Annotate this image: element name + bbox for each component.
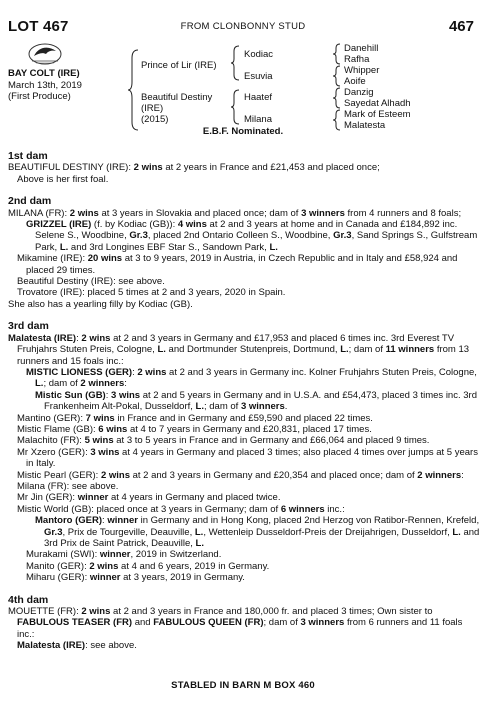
yearling-note: She also has a yearling filly by Kodiac (GB).: [8, 298, 193, 310]
produce-entry-mistic-world: Mistic World (GB): placed once at 3 years in Germany; dam of 6 winners inc.:: [17, 503, 345, 515]
produce-entry-mistic-pearl: Mistic Pearl (GER): 2 wins at 2 and 3 years in Germany and £20,354 and placed once; dam of 2 winners:: [17, 469, 464, 481]
pedigree-brace-main: [128, 46, 142, 136]
first-dam-entry: BEAUTIFUL DESTINY (IRE): 2 wins at 2 years in France and £21,453 and placed once; Above is her first foal.: [8, 162, 380, 185]
stabling-location: STABLED IN BARN M BOX 460: [171, 680, 315, 691]
pedigree-gg-5: Danzig: [344, 87, 374, 98]
pedigree-gg-4: Aoife: [344, 76, 366, 87]
pedigree-dam: Beautiful Destiny: [141, 92, 213, 103]
produce-entry-malachito: Malachito (FR): 5 wins at 3 to 5 years in France and in Germany and £66,064 and placed 9 times.: [17, 435, 430, 447]
produce-entry-mistic-lioness: MISTIC LIONESS (GER): 2 wins at 2 and 3 years in Germany inc. Kolner Fruhjahrs Stuten Preis, Cologne, L.; dam of 2 winners:: [26, 366, 477, 390]
pedigree-brace-sire: [231, 44, 241, 82]
pedigree-gg-1: Danehill: [344, 43, 379, 54]
pedigree-dam-year: (2015): [141, 114, 169, 125]
produce-entry-mantoro: Mantoro (GER): winner in Germany and in Hong Kong, placed 2nd Herzog von Ratibor-Rennen, Krefeld, Gr.3, Prix de Tourgeville, Deauville, L., Wettenleip Dusseldorf-Preis der Dreijahrigen, Dusseldorf, L. and 3rd Prix de Saint Patrick, Deauville, L.: [35, 515, 480, 549]
produce-entry-mr-xzero: Mr Xzero (GER): 3 wins at 4 years in Germany and placed 3 times; also placed 4 times over jumps at 5 years in Italy.: [17, 446, 478, 470]
pedigree-brace-gg3: [333, 87, 341, 109]
produce-entry-beautiful-destiny: Beautiful Destiny (IRE): see above.: [17, 276, 165, 288]
second-dam-heading: 2nd dam: [8, 195, 52, 208]
lot-number: 467: [448, 18, 474, 35]
pedigree-gg-6: Sayedat Alhadh: [344, 98, 411, 109]
second-dam-entry: MILANA (FR): 2 wins at 3 years in Slovakia and placed once; dam of 3 winners from 4 runners and 8 foals;: [8, 207, 462, 219]
pedigree-brace-dam: [231, 88, 241, 126]
horse-name: BAY COLT (IRE): [8, 68, 80, 79]
pedigree-dam-sire: Haatef: [244, 92, 272, 103]
stud-logo: [26, 39, 64, 67]
produce-entry-mantino: Mantino (GER): 7 wins in France and in Germany and £59,590 and placed 22 times.: [17, 412, 373, 424]
produce-entry-miharu: Miharu (GER): winner at 3 years, 2019 in Germany.: [26, 572, 245, 584]
produce-entry-manito: Manito (GER): 2 wins at 4 and 6 years, 2019 in Germany.: [26, 560, 270, 572]
produce-entry-mikamine: Mikamine (IRE): 20 wins at 3 to 9 years, 2019 in Austria, in Czech Republic and in Italy and £58,924 and placed 29 times.: [17, 253, 458, 276]
fourth-dam-entry: MOUETTE (FR): 2 wins at 2 and 3 years in France and 180,000 fr. and placed 3 times; Own sister to FABULOUS TEASER (FR) and FABULOUS QUEEN (FR); dam of 3 winners from 6 runners and 11 foals inc.:: [8, 606, 463, 640]
consignor: FROM CLONBONNY STUD: [180, 21, 306, 32]
catalogue-body: [8, 151, 480, 652]
pedigree-gg-8: Malatesta: [344, 120, 386, 131]
pedigree-sire-dam: Esuvia: [244, 71, 273, 82]
third-dam-entry: Malatesta (IRE): 2 wins at 2 and 3 years in Germany and £17,953 and placed 6 times inc. 3rd Everest TV Fruhjahrs Stuten Preis, Cologne, L. and Dortmunder Stutenpreis, Dortmund, L.; dam of 11 winners from 13 runners and 15 foals inc.:: [8, 332, 470, 367]
produce-entry-milana: Milana (FR): see above.: [17, 480, 119, 492]
produce-entry-mistic-flame: Mistic Flame (GB): 6 wins at 4 to 7 years in Germany and £20,831, placed 17 times.: [17, 423, 372, 435]
first-foal-note: Above is her first foal.: [17, 173, 109, 185]
produce-entry-malatesta: Malatesta (IRE): see above.: [17, 640, 137, 652]
first-dam-heading: 1st dam: [8, 150, 48, 162]
pedigree-gg-3: Whipper: [344, 65, 380, 76]
pedigree-sire-sire: Kodiac: [244, 49, 274, 60]
produce-entry-grizzel: GRIZZEL (IRE) (f. by Kodiac (GB)): 4 wins at 2 and 3 years at home and in Canada and £184,892 inc. Selene S., Woodbine, Gr.3, placed 2nd Ontario Colleen S., Woodbine, Gr.3, Sand Springs S., Gulfstream Park, L. and 3rd Longines EBF Star S., Sandown Park, L.: [26, 219, 478, 253]
pedigree-gg-7: Mark of Esteem: [344, 109, 411, 120]
produce-entry-trovatore: Trovatore (IRE): placed 5 times at 2 and 3 years, 2020 in Spain.: [17, 287, 286, 299]
fourth-dam-heading: 4th dam: [8, 593, 49, 606]
pedigree-sire: Prince of Lir (IRE): [141, 60, 217, 71]
produce-entry-murakami: Murakami (SWI): winner, 2019 in Switzerland.: [26, 549, 222, 561]
ebf-nomination: E.B.F. Nominated.: [202, 126, 284, 137]
foaling-date: March 13th, 2019: [8, 80, 82, 91]
pedigree-dam-origin: (IRE): [141, 103, 164, 114]
pedigree-brace-gg1: [333, 43, 341, 65]
produce-entry-mr-jin: Mr Jin (GER): winner at 4 years in Germany and placed twice.: [17, 492, 281, 504]
produce-entry-mistic-sun: Mistic Sun (GB): 3 wins at 2 and 5 years in Germany and in U.S.A. and £54,473, placed 3 times inc. 3rd Frankenheim Alt-Pokal, Dusseldorf, L.; dam of 3 winners.: [35, 389, 477, 413]
lot-label: LOT 467: [8, 18, 69, 35]
pedigree-dam-dam: Milana: [244, 114, 272, 125]
produce-note: (First Produce): [8, 91, 71, 102]
pedigree-brace-gg2: [333, 65, 341, 87]
third-dam-heading: 3rd dam: [8, 320, 49, 333]
pedigree-gg-2: Rafha: [344, 54, 370, 65]
